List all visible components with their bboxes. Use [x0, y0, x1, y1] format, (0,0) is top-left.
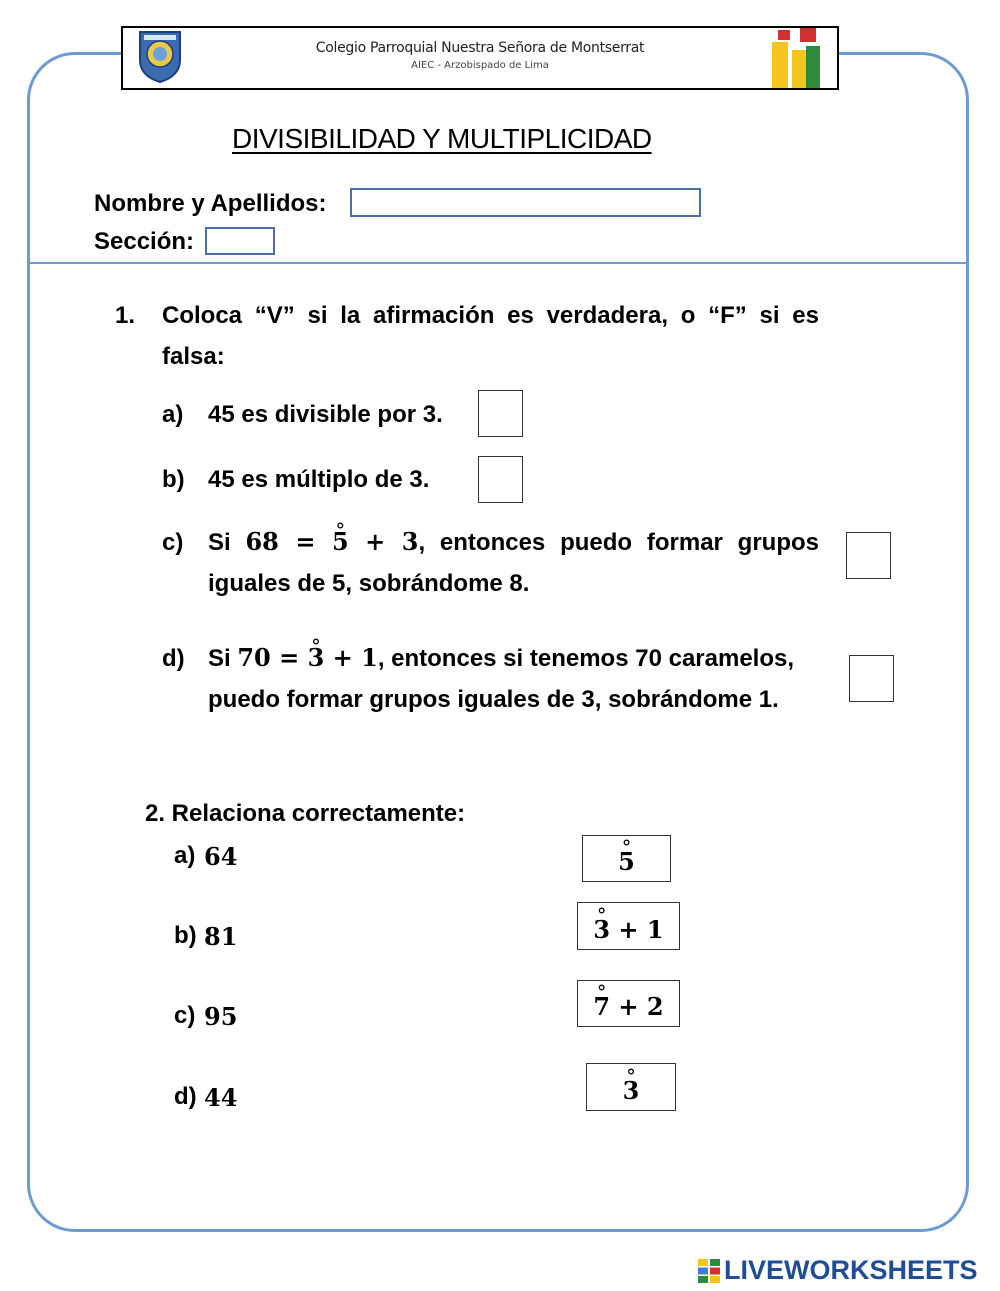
item-a-text: 45 es divisible por 3. [208, 401, 443, 428]
school-header [121, 26, 839, 90]
q2-left-b-letter: b) [174, 922, 197, 949]
item-c-letter: c) [162, 529, 184, 556]
item-a-letter: a) [162, 401, 184, 428]
item-b-letter: b) [162, 466, 185, 493]
q2-left-d-letter: d) [174, 1083, 197, 1110]
q2-option-3-rest: + 2 [610, 992, 664, 1021]
section-label: Sección: [94, 228, 195, 255]
item-c-line2: iguales de 5, sobrándome 8. [208, 570, 530, 597]
q2-option-1-ring: ° 5 [618, 847, 635, 876]
name-input[interactable] [350, 188, 701, 217]
question1-number: 1. [115, 302, 136, 329]
liveworksheets-text: LIVEWORKSHEETS [724, 1255, 978, 1285]
q2-option-1[interactable] [582, 835, 671, 882]
item-d-letter: d) [162, 645, 185, 672]
item-c-line1 [208, 521, 819, 563]
q2-option-3-ring: ° 7 [593, 992, 610, 1021]
item-a-answer-box[interactable] [478, 390, 523, 437]
school-crest-icon [136, 30, 184, 84]
item-c-answer-box[interactable] [846, 532, 891, 579]
q2-option-2[interactable] [577, 902, 680, 950]
item-d-math-left: 70 = [237, 643, 308, 672]
name-label: Nombre y Apellidos: [94, 190, 327, 217]
item-c-math-left: 68 = [245, 527, 332, 556]
item-d-line2: puedo formar grupos iguales de 3, sobrándome 1. [208, 686, 779, 713]
item-b-answer-box[interactable] [478, 456, 523, 503]
section-input[interactable] [205, 227, 275, 255]
item-d-post: , entonces si tenemos 70 caramelos, [377, 645, 795, 672]
liveworksheets-logo-icon [698, 1259, 720, 1283]
item-b-text: 45 es múltiplo de 3. [208, 466, 430, 493]
q2-option-2-ring: ° 3 [593, 915, 610, 944]
question1-prompt-line1: Coloca “V” si la afirmación es verdadera, o “F” si es [162, 302, 819, 329]
item-d-answer-box[interactable] [849, 655, 894, 702]
q2-left-c-letter: c) [174, 1002, 196, 1029]
item-c-post: , entonces puedo formar grupos [418, 529, 819, 556]
q2-left-a-value: 64 [204, 842, 238, 871]
school-name: Colegio Parroquial Nuestra Señora de Montserrat [315, 40, 645, 56]
q2-left-c-value: 95 [204, 1002, 238, 1031]
school-subtitle: AIEC - Arzobispado de Lima [411, 60, 549, 71]
page-title: DIVISIBILIDAD Y MULTIPLICIDAD [232, 123, 652, 154]
item-c-math-ring: ° 5 [332, 521, 349, 562]
item-d-pre: Si [208, 645, 231, 672]
item-d-math-ring: ° 3 [308, 637, 325, 678]
question2-prompt: 2. Relaciona correctamente: [145, 800, 466, 827]
item-c-math-right: + 3 [348, 527, 419, 556]
q2-option-3[interactable] [577, 980, 680, 1027]
item-c-pre: Si [208, 529, 231, 556]
item-c-math [245, 527, 418, 556]
header-divider [30, 262, 966, 264]
item-d-math-right: + 1 [324, 643, 378, 672]
q2-left-d-value: 44 [204, 1083, 238, 1112]
q2-option-2-rest: + 1 [610, 914, 664, 944]
q2-option-4-ring: ° 3 [623, 1076, 640, 1105]
q2-left-b-value: 81 [204, 922, 238, 951]
question1-prompt-line2: falsa: [162, 343, 225, 370]
item-d-math [237, 643, 377, 672]
q2-left-a-letter: a) [174, 842, 196, 869]
school-logo-icon [770, 26, 822, 90]
q2-option-4[interactable] [586, 1063, 676, 1111]
item-d-line1 [208, 637, 794, 679]
liveworksheets-brand [698, 1255, 978, 1286]
